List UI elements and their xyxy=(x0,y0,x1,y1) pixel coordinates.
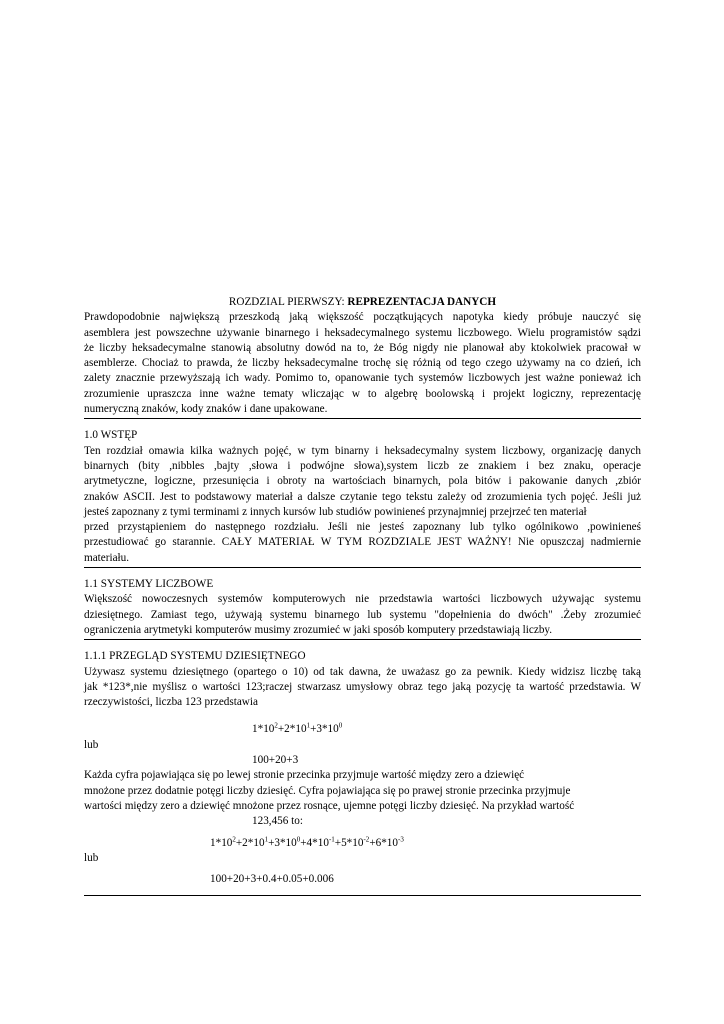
text-line: zalety znacznie przewyższają ich wady. Pomimo to, opanowanie tych systemów liczbowych jest ważne ponieważ ich xyxy=(84,372,641,385)
text-line: ograniczenia arytmetyki komputerów musimy zrozumieć w jaki sposób komputery przedstawiają liczby. xyxy=(84,623,553,636)
text-line: asemblerze. Chociaż to prawda, że liczby heksadecymalne trochę się różnią od tego czego używamy na co dzień, ich xyxy=(84,357,641,370)
section-heading-1-1: 1.1 SYSTEMY LICZBOWE xyxy=(84,578,214,591)
formula-exponent: 2 xyxy=(274,721,278,730)
chapter-title xyxy=(84,295,641,310)
section-1-1-1-paragraph xyxy=(84,665,641,711)
text-line: zrozumienie upraszcza inne ważne tematy wliczając w to algebrę boolowską i projekt logiczny, reprezentację xyxy=(84,387,641,400)
section-heading-1-1-1: 1.1.1 PRZEGLĄD SYSTEMU DZIESIĘTNEGO xyxy=(84,650,306,663)
example-value: 123,456 to: xyxy=(252,815,303,828)
formula-term: +2*10 xyxy=(277,723,307,736)
formula-term: +4*10 xyxy=(300,836,329,849)
positional-paragraph xyxy=(84,768,641,814)
formula-123456-expanded xyxy=(84,836,641,851)
lub-label: lub xyxy=(84,851,99,864)
formula-exponent: 1 xyxy=(306,721,311,730)
text-line: Ten rozdział omawia kilka ważnych pojęć, w tym binarny i heksadecymalny system liczbowy, organizację danych xyxy=(84,444,641,457)
formula-exponent: 0 xyxy=(338,721,343,730)
formula-exponent: 2 xyxy=(232,834,236,843)
text-line: asemblera jest powszechne używanie binarnego i heksadecymalnego systemu liczbowego. Wielu programistów sądzi xyxy=(84,326,641,339)
text-line: numeryczną znaków, kody znaków i dane upakowane. xyxy=(84,403,328,416)
formula-term: +3*10 xyxy=(310,723,339,736)
text-line: arytmetyczne, logiczne, przesunięcia i obroty na wartościach binarnych, pola bitów i pakowanie danych ,zbiór xyxy=(84,475,641,488)
formula-123-sum: 100+20+3 xyxy=(252,754,299,767)
chapter-title-bold: REPREZENTACJA DANYCH xyxy=(347,296,497,308)
text-line: jak *123*,nie myślisz o wartości 123;raczej stwarzasz umysłowy obraz tego jaką pozycję ta wartość przedstawia. W xyxy=(84,680,641,693)
section-divider xyxy=(84,567,641,568)
text-line: że liczby heksadecymalne stanowią absolutny dowód na to, że Bóg nigdy nie planował aby ktokolwiek pracował w xyxy=(84,341,641,354)
text-line: dziesiętnego. Zamiast tego, używają systemu binarnego lub systemu "dopełnienia do dwóch" .Żeby zrozumieć xyxy=(84,608,641,621)
text-line: wartości między zero a dziewięć mnożone przez rosnące, ujemne potęgi liczby dziesięć. Na przykład wartość xyxy=(84,799,575,812)
text-line: Większość nowoczesnych systemów komputerowych nie przedstawia wartości liczbowych używając systemu xyxy=(84,593,641,606)
text-line: jesteś zapoznany z tymi terminami z innych kursów lub studiów powinieneś przynajmniej przejrzeć ten materiał xyxy=(84,505,587,518)
section-1-0-paragraph xyxy=(84,444,641,566)
text-line: Każda cyfra pojawiająca się po lewej stronie przecinka przyjmuje wartość między zero a dziewięć xyxy=(84,769,525,782)
section-divider xyxy=(84,418,641,419)
document-body xyxy=(84,295,641,896)
formula-term: 1*10 xyxy=(252,723,275,736)
chapter-title-prefix: ROZDZIAL PIERWSZY: xyxy=(228,296,348,308)
text-line: binarnych (bity ,nibbles ,bajty ,słowa i podwójne słowa),system liczb ze znakiem i bez znaku, operacje xyxy=(84,459,641,472)
text-line: rzeczywistości, liczba 123 przedstawia xyxy=(84,696,258,709)
lub-label: lub xyxy=(84,738,99,751)
text-line: przestudiować go starannie. CAŁY MATERIAŁ W TYM ROZDZIALE JEST WAŻNY! Nie opuszczaj nadmiernie xyxy=(84,536,641,549)
section-divider xyxy=(84,639,641,640)
formula-exponent: -2 xyxy=(363,834,370,843)
formula-123456-sum: 100+20+3+0.4+0.05+0.006 xyxy=(210,873,334,886)
text-line: znaków ASCII. Jest to podstawowy materiał a dalsze czytanie tego tekstu zależy od zrozumienia tych pojęć. Jeśli już xyxy=(84,490,641,503)
intro-paragraph xyxy=(84,310,641,417)
section-1-1-paragraph xyxy=(84,592,641,638)
text-line: przed przystąpieniem do następnego rozdziału. Jeśli nie jesteś zapoznany lub tylko ogólnikowo ,powinieneś xyxy=(84,521,641,534)
text-line: Używasz systemu dziesiętnego (opartego o 10) od tak dawna, że uważasz go za pewnik. Kiedy widzisz liczbę taką xyxy=(84,665,641,678)
formula-term: +5*10 xyxy=(334,836,364,849)
formula-exponent: -3 xyxy=(398,834,404,843)
formula-exponent: -1 xyxy=(328,834,335,843)
formula-term: +2*10 xyxy=(235,836,265,849)
section-divider xyxy=(84,895,641,896)
text-line: Prawdopodobnie największą przeszkodą jaką większość początkujących napotyka kiedy próbuje nauczyć się xyxy=(84,311,641,324)
text-line: mnożone przez dodatnie potęgi liczby dziesięć. Cyfra pojawiająca się po prawej stronie przecinka przyjmuje xyxy=(84,784,571,797)
formula-term: 1*10 xyxy=(210,836,233,849)
formula-term: +6*10 xyxy=(369,836,398,849)
section-heading-1-0: 1.0 WSTĘP xyxy=(84,429,138,442)
formula-term: +3*10 xyxy=(268,836,297,849)
text-line: materiału. xyxy=(84,551,130,564)
formula-123-expanded xyxy=(84,722,641,737)
formula-exponent: 0 xyxy=(296,834,301,843)
formula-exponent: 1 xyxy=(264,834,269,843)
